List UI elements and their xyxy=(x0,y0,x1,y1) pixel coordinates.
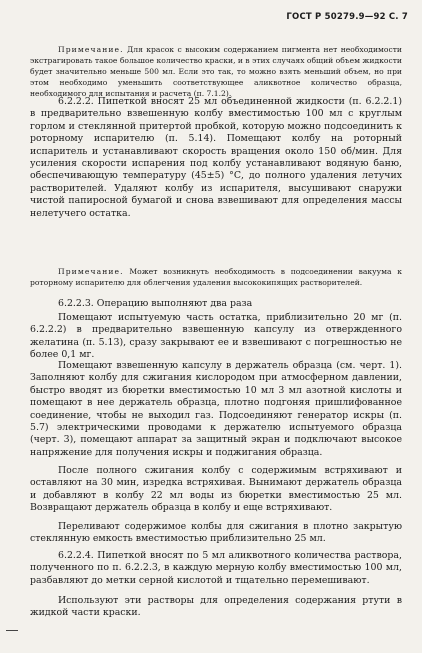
note-2-label: Примечание. xyxy=(58,267,124,276)
paragraph-6-2-2-3-title: 6.2.2.3. Операцию выполняют два раза xyxy=(58,298,253,309)
paragraph-6-2-2-3-d: Переливают содержимое колбы для сжигания в плотно закрытую стеклянную емкость вместимостью приблизительно 25 мл. xyxy=(30,521,402,545)
note-2 xyxy=(30,266,402,288)
note-1-text: Для красок с высоким содержанием пигмента нет необходимости экстрагировать такое большое количество краски, и в этих случаях общий объем жидкости будет значительно меньше 500 мл. Если это так, то можно взять меньший объем, но при этом необходимо уменьшить соответствующее аликвотное количество образца, необходимого для испытания и расчета (п. 7.1.2). xyxy=(30,45,402,98)
paragraph-6-2-2-3-b: Помещают взвешенную капсулу в держатель образца (см. черт. 1). Заполняют колбу для сжигания кислородом при атмосферном давлении, быстро вводят из бюретки вместимостью 10 мл 3 мл азотной кислоты и помещают в нее держатель образца, плотно подгоняя пришлифованное соединение, чтобы не выходил газ. Подсоединяют генератор искры (п. 5.7) электрическими проводами к держателю испытуемого образца (черт. 3), помещают аппарат за защитный экран и подключают высокое напряжение для получения искры и поджигания образца. xyxy=(30,360,402,458)
page-header: ГОСТ Р 50279.9—92 С. 7 xyxy=(286,12,408,22)
note-2-text: Может возникнуть необходимость в подсоединении вакуума к роторному испарителю для облегчения удаления высококипящих растворителей. xyxy=(30,267,402,287)
note-1-label: Примечание. xyxy=(58,45,124,54)
paragraph-6-2-2-3-a: Помещают испытуемую часть остатка, приблизительно 20 мг (п. 6.2.2.2) в предварительно взвешенную капсулу из отвержденного желатина (п. 5.13), сразу закрывают ее и взвешивают с погрешностью не более 0,1 мг. xyxy=(30,312,402,361)
paragraph-6-2-2-4: 6.2.2.4. Пипеткой вносят по 5 мл аликвотного количества раствора, полученного по п. 6.2.2.3, в каждую мерную колбу вместимостью 100 мл, разбавляют до метки серной кислотой и тщательно перемешивают. xyxy=(30,550,402,586)
paragraph-6-2-2-3-c: После полного сжигания колбу с содержимым встряхивают и оставляют на 30 мин, изредка встряхивая. Вынимают держатель образца и добавляют в колбу 22 мл воды из бюретки вместимостью 25 мл. Возвращают держатель образца в колбу и еще встряхивают. xyxy=(30,465,402,514)
note-1 xyxy=(30,44,402,99)
paragraph-final: Используют эти растворы для определения содержания ртути в жидкой части краски. xyxy=(30,595,402,619)
paragraph-6-2-2-2: 6.2.2.2. Пипеткой вносят 25 мл объединенной жидкости (п. 6.2.2.1) в предварительно взвешенную колбу вместимостью 100 мл с круглым горлом и стеклянной притертой пробкой, которую можно подсоединить к роторному испарителю (п. 5.14). Помещают колбу на роторный испаритель и устанавливают скорость вращения около 150 об/мин. Для усиления скорости испарения под колбу устанавливают водяную баню, обеспечивающую температуру (45±5) °С, до полного удаления летучих растворителей. Удаляют колбу из испарителя, высушивают снаружи чистой папиросной бумагой и снова взвешивают для определения массы нелетучего остатка. xyxy=(30,96,402,219)
margin-mark xyxy=(6,630,18,631)
